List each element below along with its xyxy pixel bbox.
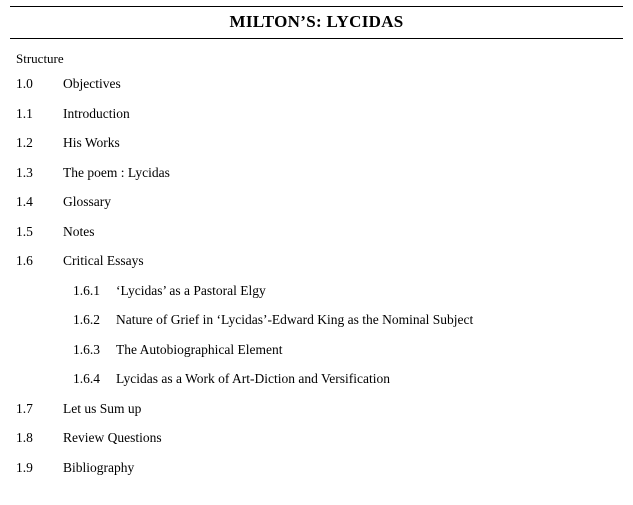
toc-entry-number: 1.3 bbox=[16, 164, 33, 180]
toc-entry-number: 1.2 bbox=[16, 135, 33, 150]
toc-entry-label: The Autobiographical Element bbox=[116, 341, 283, 357]
toc-subentry bbox=[73, 313, 623, 327]
toc-entry bbox=[16, 107, 623, 121]
document-page bbox=[0, 6, 633, 505]
toc-entry-label: ‘Lycidas’ as a Pastoral Elgy bbox=[116, 282, 266, 298]
toc-entry-number: 1.1 bbox=[16, 105, 33, 121]
toc-entry-number: 1.7 bbox=[16, 400, 33, 416]
toc-entry bbox=[16, 166, 623, 180]
toc-entry-number: 1.9 bbox=[16, 459, 33, 475]
toc-subentry bbox=[73, 284, 623, 298]
page-title: MILTON’S: LYCIDAS bbox=[229, 12, 404, 31]
toc-entry-label: Let us Sum up bbox=[63, 400, 142, 416]
toc-entry-number: 1.5 bbox=[16, 223, 33, 239]
toc-entry bbox=[16, 195, 623, 209]
toc-entry-label: The poem : Lycidas bbox=[63, 164, 170, 180]
toc-subentry bbox=[73, 372, 623, 386]
toc-entry-number: 1.8 bbox=[16, 430, 33, 445]
toc-entry-number: 1.4 bbox=[16, 194, 33, 209]
toc-entry-label: Review Questions bbox=[63, 430, 162, 445]
toc-entry-label: Objectives bbox=[63, 76, 121, 91]
toc-entry-number: 1.0 bbox=[16, 76, 33, 91]
toc-entry-number: 1.6 bbox=[16, 253, 33, 268]
table-of-contents bbox=[16, 77, 623, 474]
toc-entry-label: Critical Essays bbox=[63, 253, 144, 268]
toc-entry-number: 1.6.3 bbox=[73, 341, 100, 357]
toc-entry bbox=[16, 461, 623, 475]
page-title-block bbox=[10, 6, 623, 39]
toc-entry-number: 1.6.2 bbox=[73, 312, 100, 327]
toc-entry bbox=[16, 77, 623, 91]
toc-entry-label: Lycidas as a Work of Art-Diction and Versification bbox=[116, 371, 390, 386]
structure-heading: Structure bbox=[16, 51, 64, 66]
toc-entry bbox=[16, 402, 623, 416]
toc-entry bbox=[16, 136, 623, 150]
toc-entry-label: Glossary bbox=[63, 194, 111, 209]
toc-entry-number: 1.6.4 bbox=[73, 371, 100, 386]
toc-entry-label: His Works bbox=[63, 135, 120, 150]
toc-entry-label: Notes bbox=[63, 223, 95, 239]
toc-entry-label: Introduction bbox=[63, 105, 130, 121]
toc-subentry bbox=[73, 343, 623, 357]
toc-entry bbox=[16, 254, 623, 268]
toc-entry-number: 1.6.1 bbox=[73, 282, 100, 298]
toc-entry bbox=[16, 225, 623, 239]
toc-entry-label: Bibliography bbox=[63, 459, 135, 475]
toc-entry bbox=[16, 431, 623, 445]
toc-entry-label: Nature of Grief in ‘Lycidas’-Edward King as the Nominal Subject bbox=[116, 312, 474, 327]
